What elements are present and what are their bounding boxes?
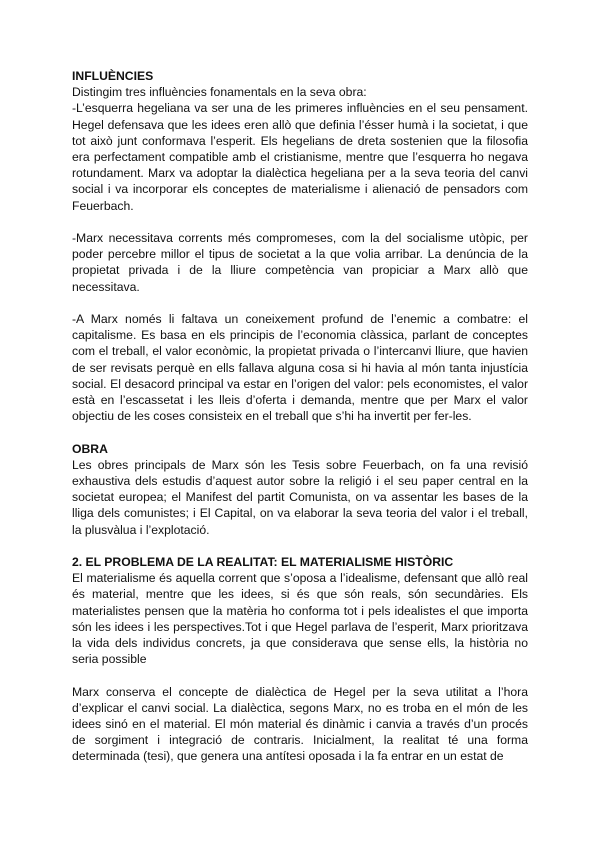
section-heading-reality: 2. EL PROBLEMA DE LA REALITAT: EL MATERIALISME HISTÒRIC: [72, 555, 454, 570]
paragraph-work: Les obres principals de Marx són les Tesis sobre Feuerbach, on fa una revisió exhaustiva dels estudis d’aquest autor sobre la religió i el seu paper central en la societat europea; el Manifest del partit Comunista, on va assentar les bases de la lliga dels comunistes; i El Capital, on va elaborar la seva teoria del valor i el treball, la plusvàlua i l’explotació.: [72, 457, 528, 537]
paragraph-gap: [72, 295, 528, 311]
paragraph-influence-utopian-socialism: -Marx necessitava corrents més compromeses, com la del socialisme utòpic, per poder percebre millor el tipus de societat a la que volia arribar. La denúncia de la propietat privada i de la lliure competència van propiciar a Marx allò que necessitava.: [72, 231, 528, 294]
paragraph-influences-intro: Distingim tres influències fonamentals en la seva obra:: [72, 85, 367, 100]
paragraph-dialectics: Marx conserva el concepte de dialèctica de Hegel per la seva utilitat a l’hora d’explicar el canvi social. La dialèctica, segons Marx, no es troba en el món de les idees sinó en el material. El món material és dinàmic i canvia a través d’un procés de sorgiment i integració de contraris. Inicialment, la realitat té una forma determinada (tesi), que genera una antítesi oposada i la fa entrar en un estat de: [72, 684, 528, 764]
section-heading-influences: INFLUÈNCIES: [72, 69, 154, 83]
paragraph-influence-classical-economics: -A Marx només li faltava un coneixement profund de l’enemic a combatre: el capitalisme. Es basa en els principis de l’economia clàssica, parlant de conceptes com el treball, el valor econòmic, la propietat privada o l’intercanvi lliure, que havien de ser revisats perquè en ells fallava alguna cosa si hi havia al món tanta injustícia social. El desacord principal va estar en l’origen del valor: pels economistes, el valor està en l’escassetat i les lleis d’oferta i demanda, mentre que per Marx el valor objectiu de les coses consisteix en el treball que s’hi ha invertit per fer-les.: [72, 312, 528, 424]
paragraph-gap: [72, 667, 528, 683]
document-page: [72, 68, 528, 765]
paragraph-gap: [72, 424, 528, 440]
paragraph-gap: [72, 538, 528, 554]
paragraph-influence-hegel: -L’esquerra hegeliana va ser una de les primeres influències en el seu pensament. Hegel defensava que les idees eren allò que definia l’ésser humà i la societat, i que tot això junt conformava l’esperit. Els hegelians de dreta sostenien que la filosofia era perfectament compatible amb el cristianisme, mentre que l’esquerra ho negava rotundament. Marx va adoptar la dialèctica hegeliana per a la seva teoria del canvi social i va incorporar els conceptes de materialisme i alienació de pensadors com Feuerbach.: [72, 101, 528, 213]
paragraph-materialism: El materialisme és aquella corrent que s’oposa a l’idealisme, defensant que allò real és material, mentre que les idees, si és que són reals, són secundàries. Els materialistes pensen que la matèria ho conforma tot i pels idealistes el que importa són les idees i les perspectives.Tot i que Hegel parlava de l’esperit, Marx prioritzava la vida dels individus concrets, ja que considerava que sense ells, la història no seria possible: [72, 571, 528, 667]
section-heading-work: OBRA: [72, 441, 108, 456]
paragraph-gap: [72, 214, 528, 230]
